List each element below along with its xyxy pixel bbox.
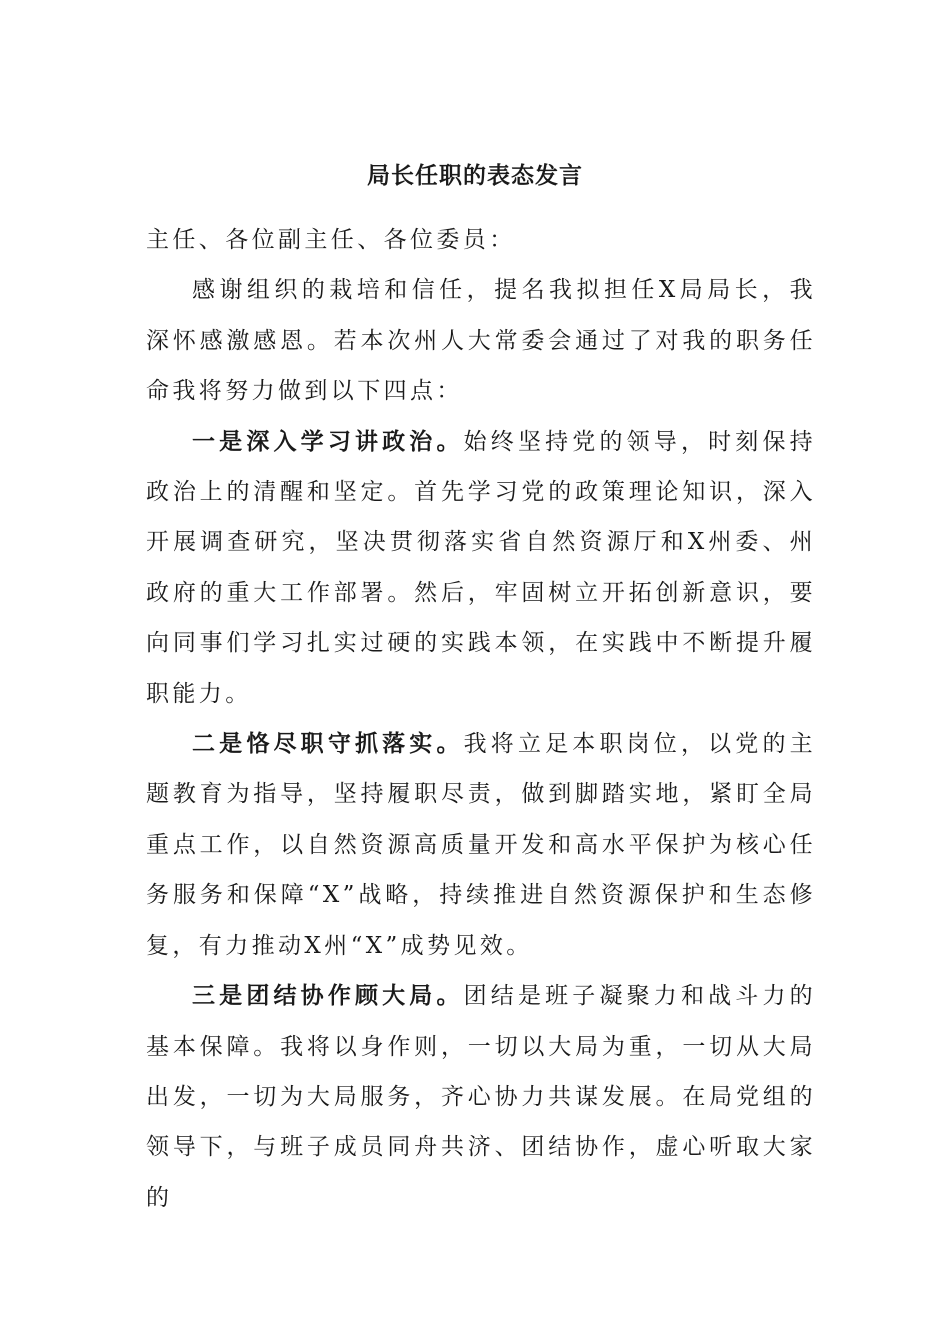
point-heading-3: 三是团结协作顾大局。: [192, 982, 464, 1010]
point-text-3: 团结是班子凝聚力和战斗力的基本保障。我将以身作则，一切以大局为重，一切从大局出发，一切为大局服务，齐心协力共谋发展。在局党组的领导下，与班子成员同舟共济、团结协作，虚心听取大家的: [146, 983, 817, 1211]
point-paragraph-3: [146, 971, 816, 1223]
document-title: 局长任职的表态发言: [367, 162, 583, 189]
salutation: 主任、各位副主任、各位委员：: [146, 227, 516, 253]
point-paragraph-2: [146, 719, 816, 971]
intro-paragraph: 感谢组织的栽培和信任，提名我拟担任X局局长，我深怀感激感恩。若本次州人大常委会通过了对我的职务任命我将努力做到以下四点：: [146, 277, 816, 405]
point-paragraph-1: [146, 417, 816, 719]
point-heading-2: 二是恪尽职守抓落实。: [192, 730, 464, 758]
document-body: [146, 215, 816, 1223]
point-heading-1: 一是深入学习讲政治。: [192, 427, 464, 455]
point-text-2: 我将立足本职岗位，以党的主题教育为指导，坚持履职尽责，做到脚踏实地，紧盯全局重点工作，以自然资源高质量开发和高水平保护为核心任务服务和保障“X”战略，持续推进自然资源保护和生态修复，有力推动X州“X”成势见效。: [146, 731, 817, 959]
point-text-1: 始终坚持党的领导，时刻保持政治上的清醒和坚定。首先学习党的政策理论知识，深入开展调查研究，坚决贯彻落实省自然资源厅和X州委、州政府的重大工作部署。然后，牢固树立开拓创新意识，要向同事们学习扎实过硬的实践本领，在实践中不断提升履职能力。: [146, 428, 817, 707]
